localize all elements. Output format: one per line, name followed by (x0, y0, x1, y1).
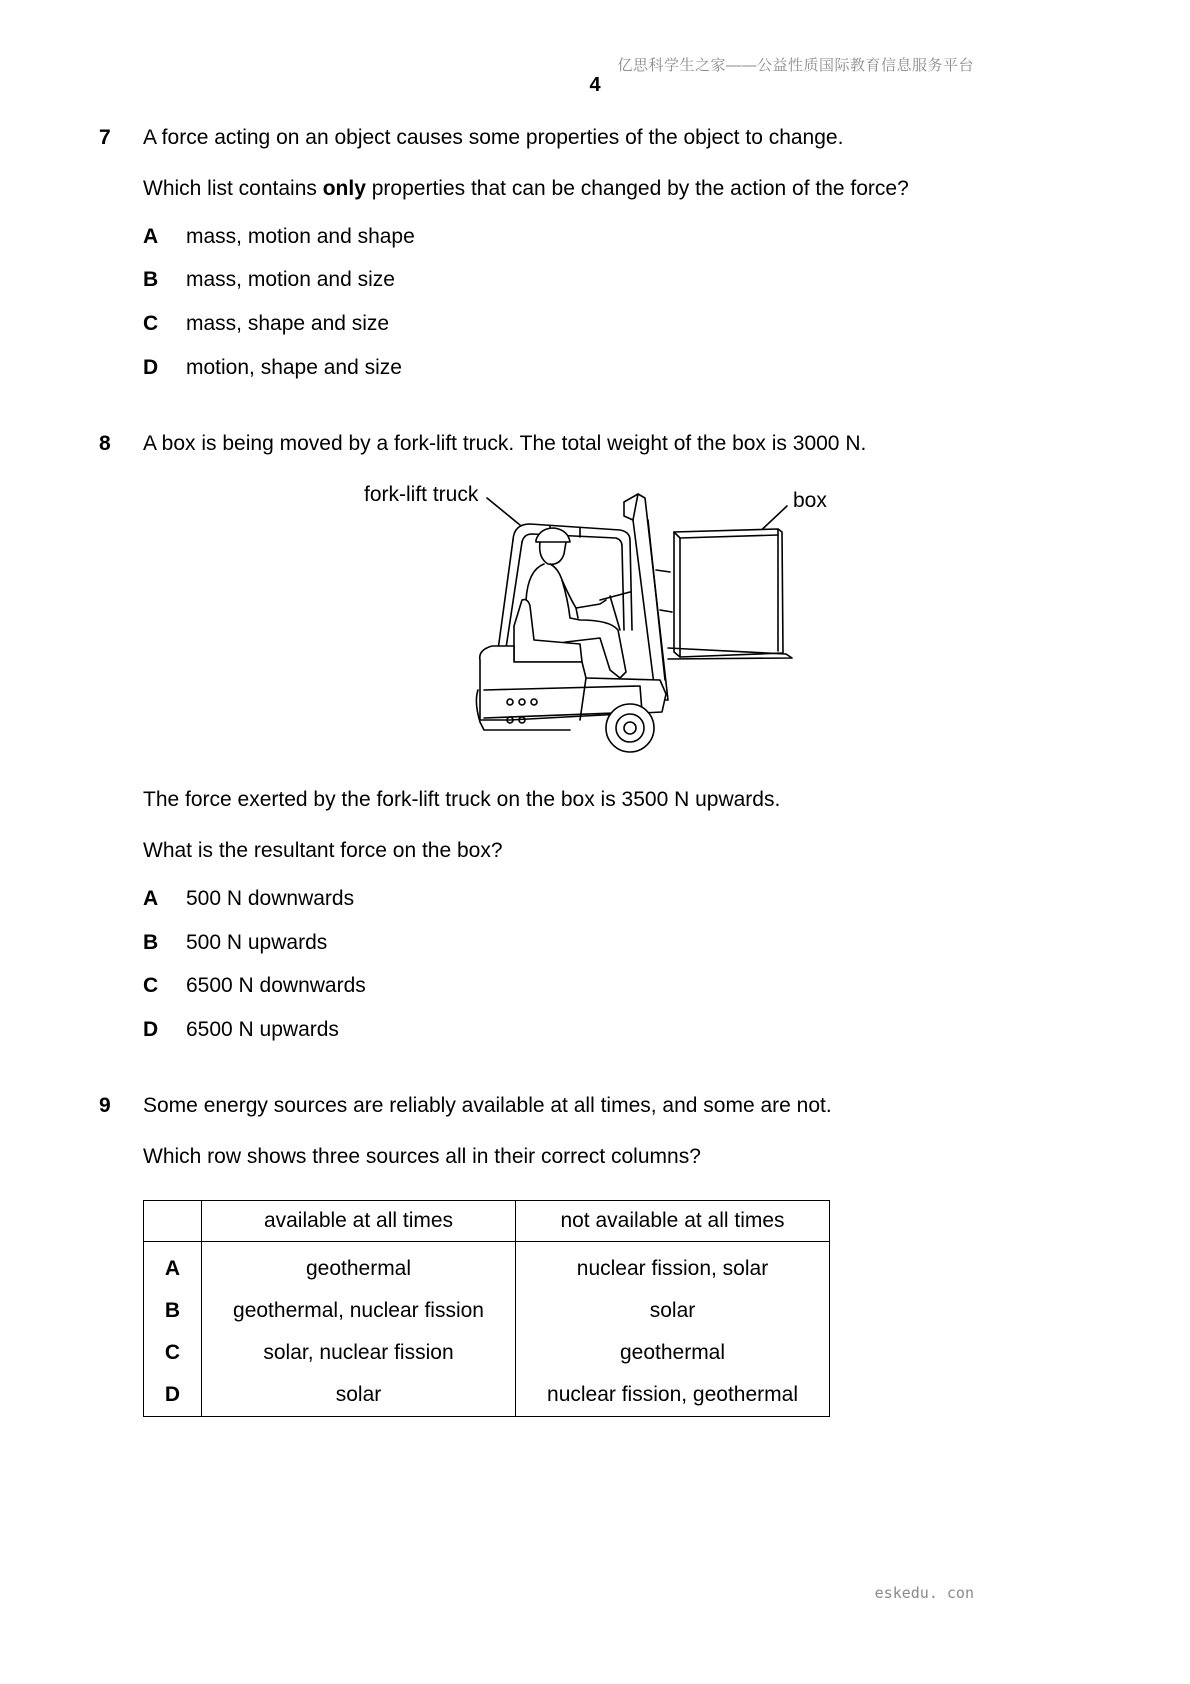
row-a-not-available: nuclear fission, solar (516, 1242, 830, 1291)
q8-option-text-c: 6500 N downwards (186, 974, 366, 997)
truck-leader-line (487, 498, 520, 525)
q7-option-letter-d: D (143, 356, 159, 379)
q7-prompt-after: properties that can be changed by the action of the force? (365, 177, 909, 200)
row-letter-b: B (144, 1290, 202, 1332)
row-a-available: geothermal (202, 1242, 516, 1291)
table-header-blank (144, 1201, 202, 1242)
q7-option-text-c: mass, shape and size (186, 312, 390, 335)
row-b-available: geothermal, nuclear fission (202, 1290, 516, 1332)
q9-text: Some energy sources are reliably available at all times, and some are not. (143, 1094, 832, 1117)
label-box: box (793, 489, 827, 512)
q8-number: 8 (99, 432, 111, 455)
header-watermark: 亿思科学生之家——公益性质国际教育信息服务平台 (617, 57, 974, 74)
row-b-not-available: solar (516, 1290, 830, 1332)
q8-option-text-a: 500 N downwards (186, 887, 355, 910)
q9-number: 9 (99, 1094, 111, 1117)
table-header-available: available at all times (202, 1201, 516, 1242)
q7-option-letter-c: C (143, 312, 159, 335)
front-wheel (606, 704, 654, 752)
row-letter-c: C (144, 1332, 202, 1374)
box-shape (674, 529, 783, 657)
q7-option-text-d: motion, shape and size (186, 356, 402, 379)
q7-option-letter-a: A (143, 225, 159, 248)
energy-sources-table (143, 1200, 830, 1417)
q8-option-text-d: 6500 N upwards (186, 1018, 339, 1041)
row-letter-d: D (144, 1374, 202, 1417)
q7-prompt-bold: only (322, 177, 366, 200)
row-letter-a: A (144, 1242, 202, 1291)
row-d-available: solar (202, 1374, 516, 1417)
q8-option-letter-a: A (143, 887, 159, 910)
q8-prompt: What is the resultant force on the box? (143, 839, 503, 862)
q8-option-letter-d: D (143, 1018, 159, 1041)
q8-option-text-b: 500 N upwards (186, 931, 328, 954)
row-c-not-available: geothermal (516, 1332, 830, 1374)
table-header-not-available: not available at all times (516, 1201, 830, 1242)
row-d-not-available: nuclear fission, geothermal (516, 1374, 830, 1417)
q7-option-letter-b: B (143, 268, 159, 291)
q8-text2: The force exerted by the fork-lift truck on the box is 3500 N upwards. (143, 788, 781, 811)
table-row (144, 1374, 830, 1417)
row-c-available: solar, nuclear fission (202, 1332, 516, 1374)
fork-lift-diagram (470, 480, 810, 770)
q9-prompt: Which row shows three sources all in their correct columns? (143, 1145, 701, 1168)
q8-text: A box is being moved by a fork-lift truck. The total weight of the box is 3000 N. (143, 432, 867, 455)
q7-text: A force acting on an object causes some properties of the object to change. (143, 126, 844, 149)
table-header-row (144, 1201, 830, 1242)
footer-watermark: eskedu. con (874, 1584, 974, 1602)
seat (514, 600, 582, 662)
q7-option-text-a: mass, motion and shape (186, 225, 415, 248)
label-fork-lift-truck: fork-lift truck (364, 483, 479, 506)
q7-number: 7 (99, 126, 111, 149)
q7-option-text-b: mass, motion and size (186, 268, 395, 291)
table-row (144, 1332, 830, 1374)
q8-option-letter-c: C (143, 974, 159, 997)
q7-prompt-before: Which list contains (143, 177, 323, 200)
table-row (144, 1290, 830, 1332)
steering-column (600, 592, 630, 630)
table-row (144, 1242, 830, 1291)
q8-option-letter-b: B (143, 931, 159, 954)
q7-prompt (143, 177, 909, 201)
page-number: 4 (589, 74, 601, 96)
